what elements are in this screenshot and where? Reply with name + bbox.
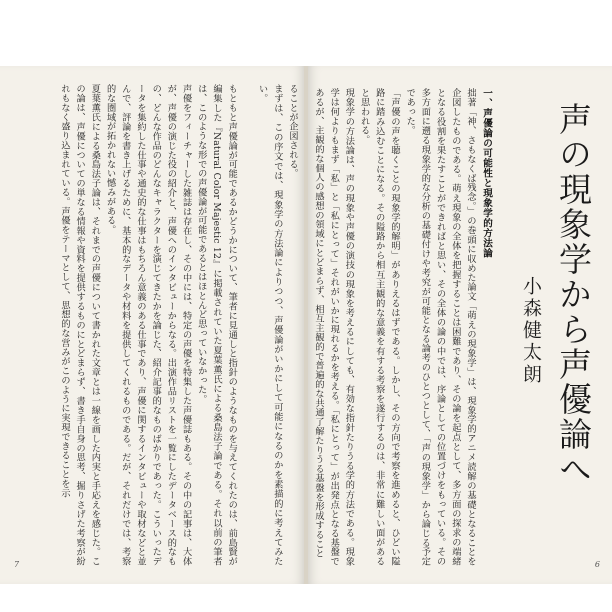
author-name: 小森健太朗 <box>520 276 542 386</box>
left-page-body-text: ることが企図される。 まずは、この序文では、現象学の方法論によりつつ、声優論がいかにして可能になるのかを素描的に考えてみたい。 もともと声優論が可能であるかどうかについて、筆者に見通しと指針のようなものを与えてくれたのは、前島賢が編集した『Natural Color Majestic 12』に掲載されていた夏葉薫氏による桑島法子論である。それ以前の筆者は、このような形での声優論が可能であるとはほとんど思っていなかった。 声優をフィーチャーした雑誌は存在し、その中には、特定の声優を特集した声優誌もある。その中の記事は、大体が、声優の演じた役の紹介と、声優へのインタビューからなる。出演作品リストを一覧にしたデータベース的なもの、どんな作品のどんなキャラクターを演じてきたかを論じた、紹介記事的なものばかりであった。こういったデータを集約した仕事や通史的な仕事はもちろん意義のある仕事であり、声優に関するインタビューや取材などと並んで、評論を書き上げるために、基本的なデータや材料を提供してくれるものである。だが、それだけでは、考察的な圏域が拓かれない憾みがある。 夏葉薫氏による桑島法子論は、それまでの声優について書かれた文章とは一線を画した内実と手応えを感じた。この論は、声優についての単なる情報や資料を提供するものにとどまらず、書き手自身の思考、掘りさげた考察が紛れもなく盛り込まれている。声優をテーマとして、思想的な営みがこのように実現できることを示 <box>58 84 298 566</box>
section-heading: 一、声優論の可能性と現象学的方法論 <box>481 88 492 258</box>
page-number-left: 7 <box>14 560 20 569</box>
right-page <box>306 66 612 584</box>
page-number-right: 6 <box>594 560 600 569</box>
book-gutter <box>304 66 308 584</box>
chapter-title: 声の現象学から声優論へ <box>554 102 593 487</box>
left-page <box>0 66 306 584</box>
right-page-body-text: 拙著「神、さもなくば残念。」の巻頭に収めた論文「萌えの現象学」は、現象学的アニメ読解の基礎となることを企図したものである。萌え現象の全体を把握することは困難であり、その論を起点として、多方面の探求の端緒となる役割を果たすことができればと思い、その全体の論の中では、序論としての位置づけをもっている。その多方面に遡る現象学的な分析の基礎付けや考究が可能となる論考のひとつとして、「声の現象学」から論じる予定であった。 「声優の声を聴くことの現象学的解明」がありえるはずである。しかし、その方向で考察を進めると、ひどい隘路に踏み込むことになる。その隘路から相互主観的な意義を有する考察を遂行するのは、非常に難しい面があると思われる。 現象学の方法論は、声の現象や声優の演技の現象を考えるにしても、有効な指針たりうる学的方法である。現象学は何よりもまず「私」と「私にとって」それがいかに現れるかを考える。「私にとって」が出発点となる基盤であるが、主観的な個人の感想の領域にとどまらず、相互主観的で普遍的な共通了解たりうる基盤を形成すること <box>312 88 476 566</box>
